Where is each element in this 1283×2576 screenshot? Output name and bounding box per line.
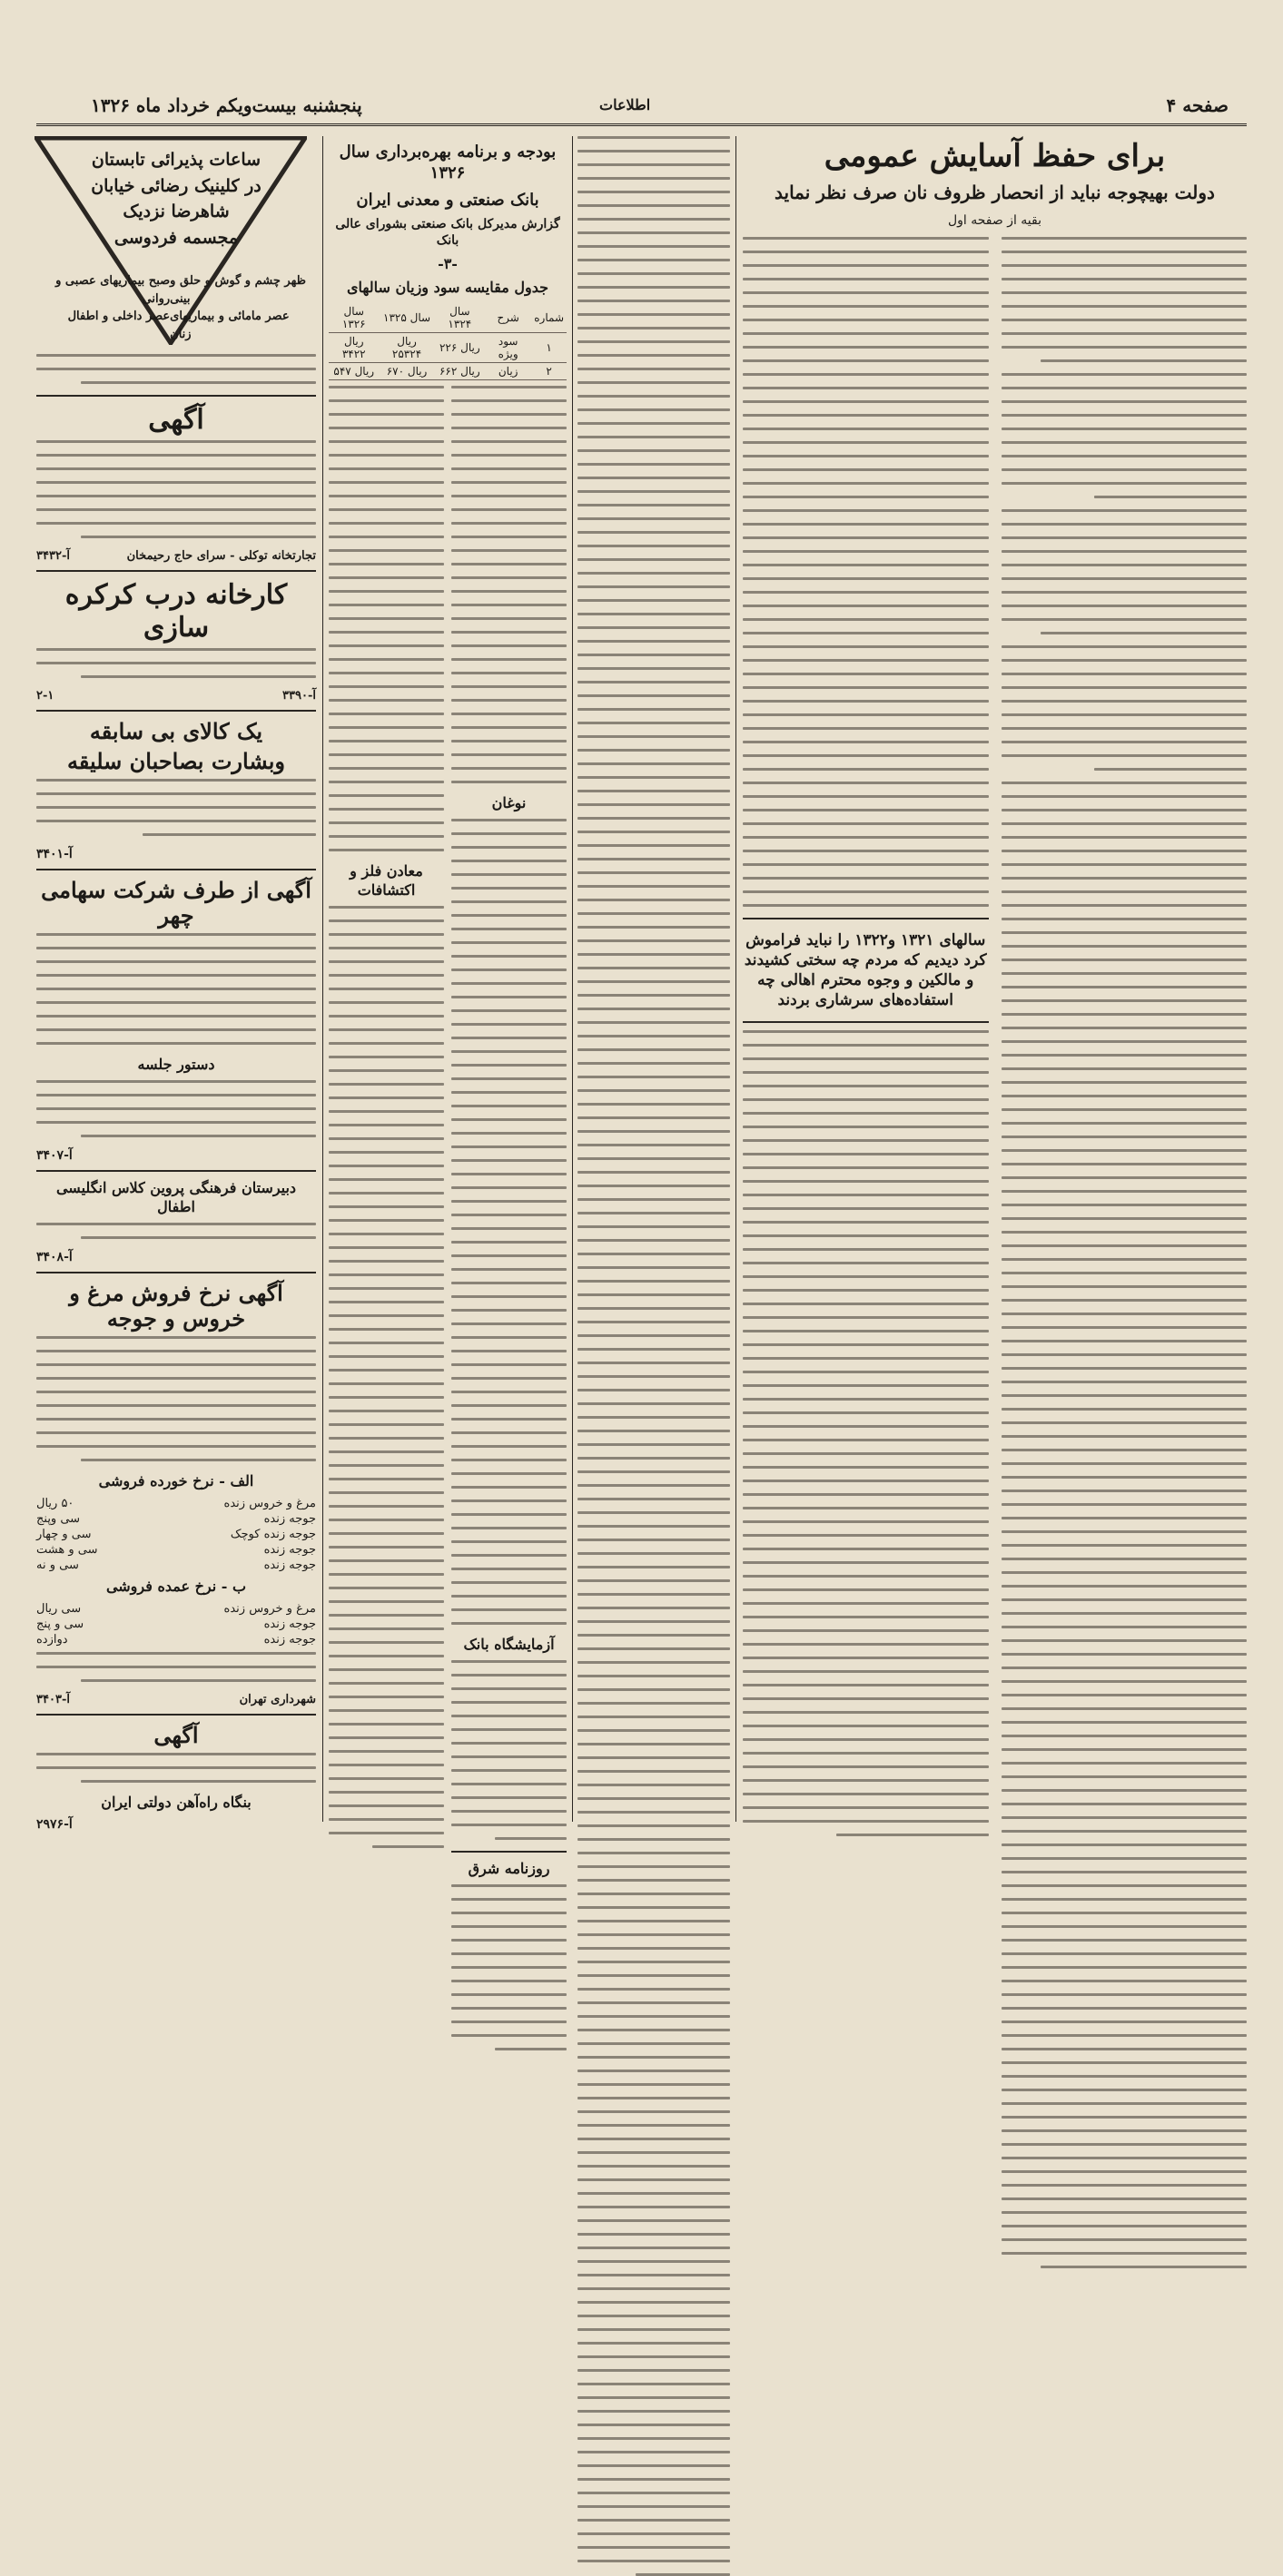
price-row: جوجه زنده سی وپنج [36,1511,316,1526]
section-heading: نوغان [491,794,527,812]
rail-ad-ref: آ-۲۹۷۶ [36,1817,73,1833]
shop-ad-subtitle: وبشارت بصاحبان سلیقه [66,747,285,774]
table-header: شماره شرح سال ۱۳۲۴ سال ۱۳۲۵ سال ۱۳۲۶ [329,303,567,333]
notice-title: آگهی [148,404,204,436]
price-row: مرغ و خروس زنده ۵۰ ریال [36,1496,316,1510]
section-heading: معادن فلز و اکتشافات [350,862,423,899]
price-row: جوجه زنده کوچک سی و چهار [36,1527,316,1541]
page-number: صفحه ۴ [1166,94,1229,116]
continued-note: بقیه از صفحه اول [947,212,1042,228]
price-row: جوجه زنده دوازده [36,1632,316,1647]
main-article [743,136,1247,1822]
newspaper-ad-title: روزنامه شرق [468,1859,550,1877]
poultry-ad-title: آگهی نرخ فروش مرغ و خروس و جوجه [69,1279,283,1332]
factory-ad-body [36,648,316,678]
notice-body [36,440,316,538]
section-heading: آزمایشگاه بانک [463,1635,555,1653]
rail-ad-title: آگهی [153,1721,199,1748]
budget-article [329,136,567,1877]
price-row: جوجه زنده سی و هشت [36,1542,316,1557]
column-rule [735,136,736,1822]
company-ad-body [36,933,316,1045]
budget-org: بانک صنعتی و معدنی ایران [356,190,539,210]
notice-ref: آ-۳۴۳۲ [36,549,70,563]
factory-ad-title: کارخانه درب کرکره سازی [64,579,288,644]
poultry-ad-body [36,1336,316,1461]
budget-report: گزارش مدیرکل بانک صنعتی بشورای عالی بانک [335,217,560,249]
pull-quote: سالهای ۱۳۲۱ و۱۳۲۲ را نباید فراموش کرد دیدیم که مردم چه سختی کشیدند و مالکین و وجوه محترم اهالی چه استفاده‌های سرشاری بردند [743,918,989,1023]
table-row: ۲ زیان ریال ۶۶۲ ریال ۶۷۰ ریال ۵۴۷ [329,363,567,380]
price-row: مرغ و خروس زنده سی ریال [36,1601,316,1616]
issue-date: پنجشنبه بیست‌ویکم خرداد ماه ۱۳۲۶ [91,94,362,116]
wholesale-price-list [36,1602,316,1647]
paper-name: اطلاعات [599,96,651,113]
article-title: برای حفظ آسایش عمومی [824,138,1166,174]
budget-body-column [451,386,567,2060]
table-row: ۱ سود ویژه ریال ۲۲۶ ریال ۲۵۳۲۴ ریال ۳۴۲۲ [329,333,567,363]
poultry-ad-signature: شهرداری تهران [239,1692,316,1706]
company-ad-title: آگهی از طرف شرکت سهامی چهر [41,876,311,929]
school-ad-ref: آ-۳۴۰۸ [36,1249,73,1264]
notice-signature: تجارتخانه توکلی - سرای حاج رحیمخان [126,549,316,563]
wholesale-heading: ب - نرخ عمده فروشی [105,1577,247,1595]
table-title: جدول مقایسه سود وزیان سالهای [346,279,549,297]
continuation-column [577,136,730,1822]
price-row: جوجه زنده سی و پنج [36,1617,316,1631]
column-rule [322,136,323,1822]
retail-price-list [36,1497,316,1572]
budget-part: -۳- [438,254,458,272]
company-ad-ref: آ-۳۴۰۷ [36,1147,73,1163]
retail-heading: الف - نرخ خورده فروشی [98,1472,254,1490]
factory-ad-ref2: ۲-۱ [36,689,54,703]
column-rule [572,136,573,1822]
school-ad-title: دبیرستان فرهنگی پروین کلاس انگلیسی اطفال [55,1178,297,1215]
agenda-title: دستور جلسه [137,1056,215,1074]
budget-body-column [329,386,444,2060]
article-body-column [743,237,989,2279]
masthead [36,87,1247,126]
poultry-ad-ref: آ-۳۴۰۳ [36,1692,70,1706]
factory-ad-ref: آ-۳۳۹۰ [282,689,316,703]
shop-ad-title: یک کالای بی سابقه [89,718,263,744]
shop-ad-ref: آ-۳۴۰۱ [36,846,73,861]
rail-ad-signature: بنگاه راه‌آهن دولتی ایران [101,1793,252,1811]
price-row: جوجه زنده سی و نه [36,1558,316,1572]
clinic-ad: ساعات پذیرائی تابستان در کلینیک رضائی خیابان شاهرضا نزدیک مجسمه فردوسی ظهر چشم و گوش و حلق و بینی عصر مامائی و بیماریهای زنان صبح بیماریهای عصبی و روانی عصر داخلی و اطفال [36,136,316,354]
income-table [329,303,567,380]
ads-column [36,136,316,1833]
article-body-column [1002,237,1248,2279]
budget-title: بودجه و برنامه بهره‌برداری سال ۱۳۲۶ [339,143,557,183]
article-subtitle: دولت بهیچوجه نباید از انحصار ظروف نان صرف نظر نماید [775,181,1215,203]
shop-ad-body [36,779,316,836]
